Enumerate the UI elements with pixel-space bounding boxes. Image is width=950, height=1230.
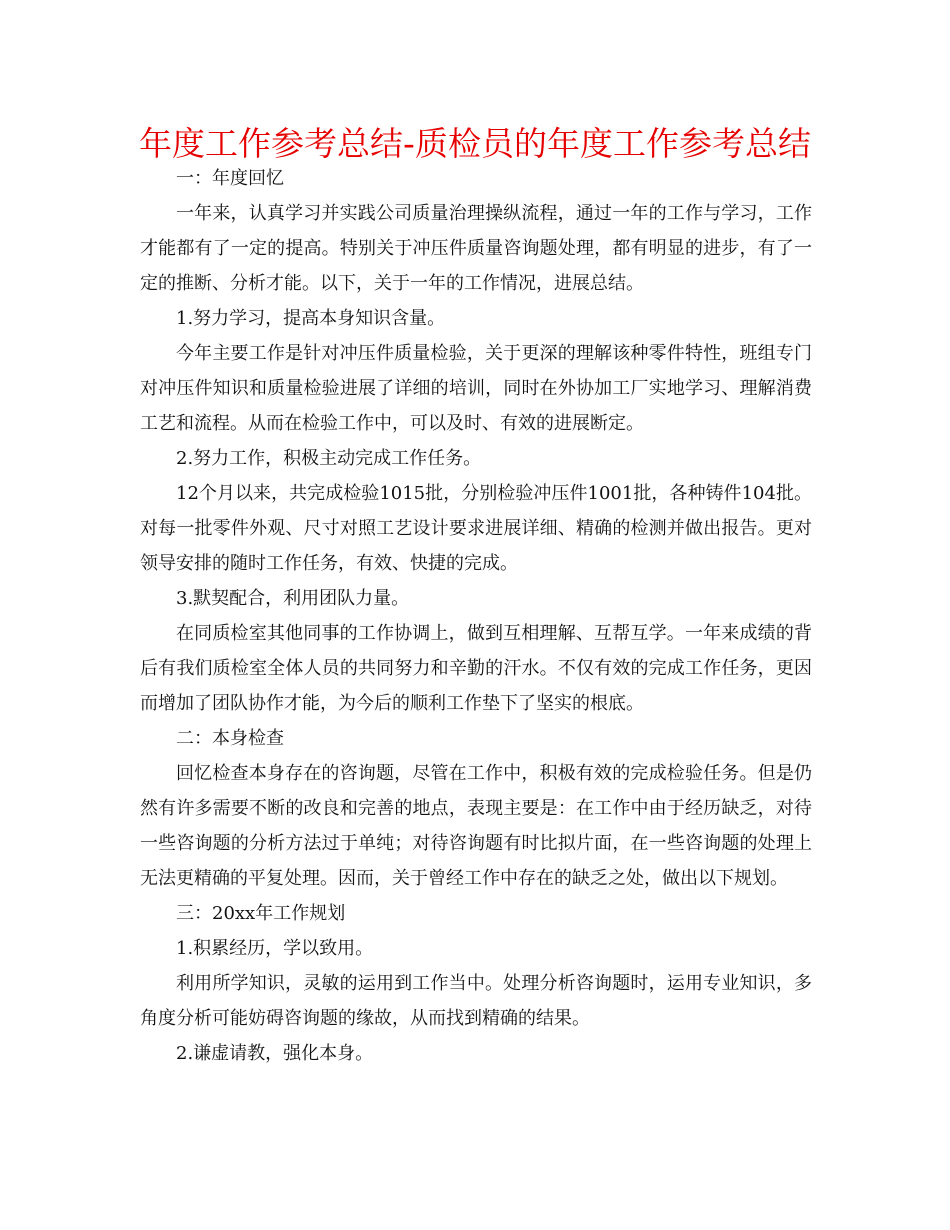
- section-heading-review: 一：年度回忆: [176, 168, 284, 189]
- paragraph-experience: 利用所学知识，灵敏的运用到工作当中。处理分析咨询题时，运用专业知识，多角度分析可能妨碍咨询题的缘故，从而找到精确的结果。: [140, 973, 812, 1029]
- section-heading-plan: 三：20xx年工作规划: [176, 903, 346, 924]
- section-heading-self-check: 二：本身检查: [176, 728, 284, 749]
- subheading-study: 1.努力学习，提高本身知识含量。: [176, 308, 446, 329]
- paragraph-study: 今年主要工作是针对冲压件质量检验，关于更深的理解该种零件特性，班组专门对冲压件知识和质量检验进展了详细的培训，同时在外协加工厂实地学习、理解消费工艺和流程。从而在检验工作中，可以及时、有效的进展断定。: [140, 343, 812, 434]
- subheading-humble: 2.谦虚请教，强化本身。: [176, 1043, 374, 1064]
- paragraph-team: 在同质检室其他同事的工作协调上，做到互相理解、互帮互学。一年来成绩的背后有我们质检室全体人员的共同努力和辛勤的汗水。不仅有效的完成工作任务，更因而增加了团队协作才能，为今后的顺利工作垫下了坚实的根底。: [140, 623, 812, 714]
- paragraph-work: 12个月以来，共完成检验1015批，分别检验冲压件1001批，各种铸件104批。对每一批零件外观、尺寸对照工艺设计要求进展详细、精确的检测并做出报告。更对领导安排的随时工作任务，有效、快捷的完成。: [140, 483, 812, 574]
- paragraph-self-check: 回忆检查本身存在的咨询题，尽管在工作中，积极有效的完成检验任务。但是仍然有许多需要不断的改良和完善的地点，表现主要是：在工作中由于经历缺乏，对待一些咨询题的分析方法过于单纯；对待咨询题有时比拟片面，在一些咨询题的处理上无法更精确的平复处理。因而，关于曾经工作中存在的缺乏之处，做出以下规划。: [140, 763, 812, 889]
- subheading-work: 2.努力工作，积极主动完成工作任务。: [176, 448, 482, 469]
- paragraph-intro: 一年来，认真学习并实践公司质量治理操纵流程，通过一年的工作与学习，工作才能都有了一定的提高。特别关于冲压件质量咨询题处理，都有明显的进步，有了一定的推断、分析才能。以下，关于一年的工作情况，进展总结。: [140, 203, 812, 294]
- document-title: 年度工作参考总结-质检员的年度工作参考总结: [139, 124, 811, 163]
- subheading-team: 3.默契配合，利用团队力量。: [176, 588, 410, 609]
- document-body: [140, 161, 812, 1071]
- subheading-experience: 1.积累经历，学以致用。: [176, 938, 374, 959]
